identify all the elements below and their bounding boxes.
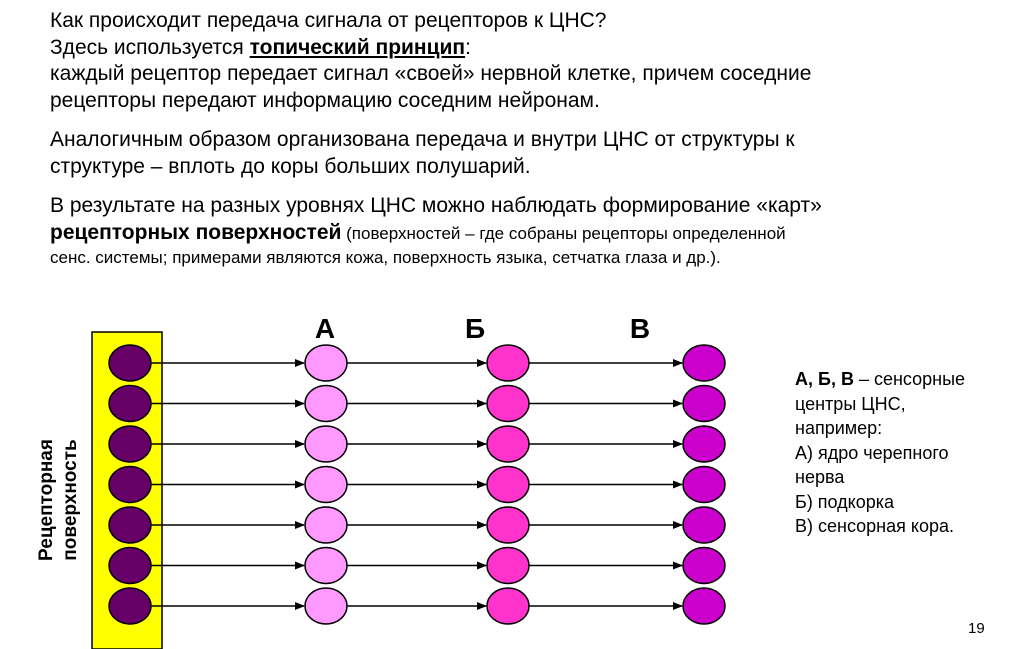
cns-line-2: структуре – вплоть до коры больших полушарий. [50,154,531,178]
maps-line-2: рецепторных поверхностей (поверхностей – где собраны рецепторы определенной [50,220,786,244]
intro-question: Как происходит передача сигнала от рецепторов к ЦНС? [50,9,607,32]
legend-line-4: А) ядро черепного [795,442,949,463]
column-label-v: В [629,313,651,344]
legend-line-6: Б) подкорка [795,491,895,512]
level-b-node [487,507,529,543]
intro-line-3: каждый рецептор передает сигнал «своей» нервной клетке, причем соседние [50,62,812,85]
neuron-rows [109,345,725,624]
legend-line-3: например: [795,418,883,438]
maps-line-1: В результате на разных уровнях ЦНС можно наблюдать формирование «карт» [50,194,822,217]
receptor-node [109,588,151,624]
receptor-node [109,548,151,584]
receptor-node [109,467,151,503]
legend [795,367,1015,539]
receptor-node [109,345,151,381]
receptor-node [109,507,151,543]
receptor-surface-label [36,439,81,561]
receptor-surfaces-term: рецепторных поверхностей [50,220,342,244]
cns-line-1: Аналогичным образом организована передача и внутри ЦНС от структуры к [50,128,795,151]
level-c-node [683,467,725,503]
level-b-node [487,426,529,462]
topical-principle-term: топический принцип [249,35,466,59]
level-a-node [305,588,347,624]
level-a-node [305,386,347,422]
level-b-node [487,548,529,584]
level-b-node [487,467,529,503]
legend-line-5: нерва [795,467,845,487]
receptor-node [109,426,151,462]
maps-paragraph [50,193,990,269]
intro-principle-line: Здесь используется топический принцип: [50,35,471,59]
legend-line-1: А, Б, В – сенсорные [795,369,966,389]
legend-line-2: центры ЦНС, [795,393,906,414]
side-label-line-1: Рецепторная [36,439,57,561]
level-b-node [487,386,529,422]
legend-line-7: В) сенсорная кора. [795,516,954,536]
level-c-node [683,548,725,584]
level-c-node [683,588,725,624]
level-a-node [305,345,347,381]
side-label-line-2: поверхность [60,439,81,561]
receptor-node [109,386,151,422]
level-b-node [487,345,529,381]
level-c-node [683,507,725,543]
intro-paragraph [50,8,990,114]
level-c-node [683,386,725,422]
cns-paragraph [50,127,990,180]
legend-centers-term: А, Б, В [795,369,854,389]
level-a-node [305,467,347,503]
level-c-node [683,426,725,462]
level-a-node [305,548,347,584]
maps-line-3: сенс. системы; примерами являются кожа, поверхность языка, сетчатка глаза и др.). [50,248,721,267]
page-number: 19 [968,620,985,637]
intro-line-4: рецепторы передают информацию соседним нейронам. [50,88,600,112]
level-a-node [305,426,347,462]
level-c-node [683,345,725,381]
level-a-node [305,507,347,543]
level-b-node [487,588,529,624]
column-label-b: Б [464,313,486,344]
column-label-a: А [314,313,336,344]
